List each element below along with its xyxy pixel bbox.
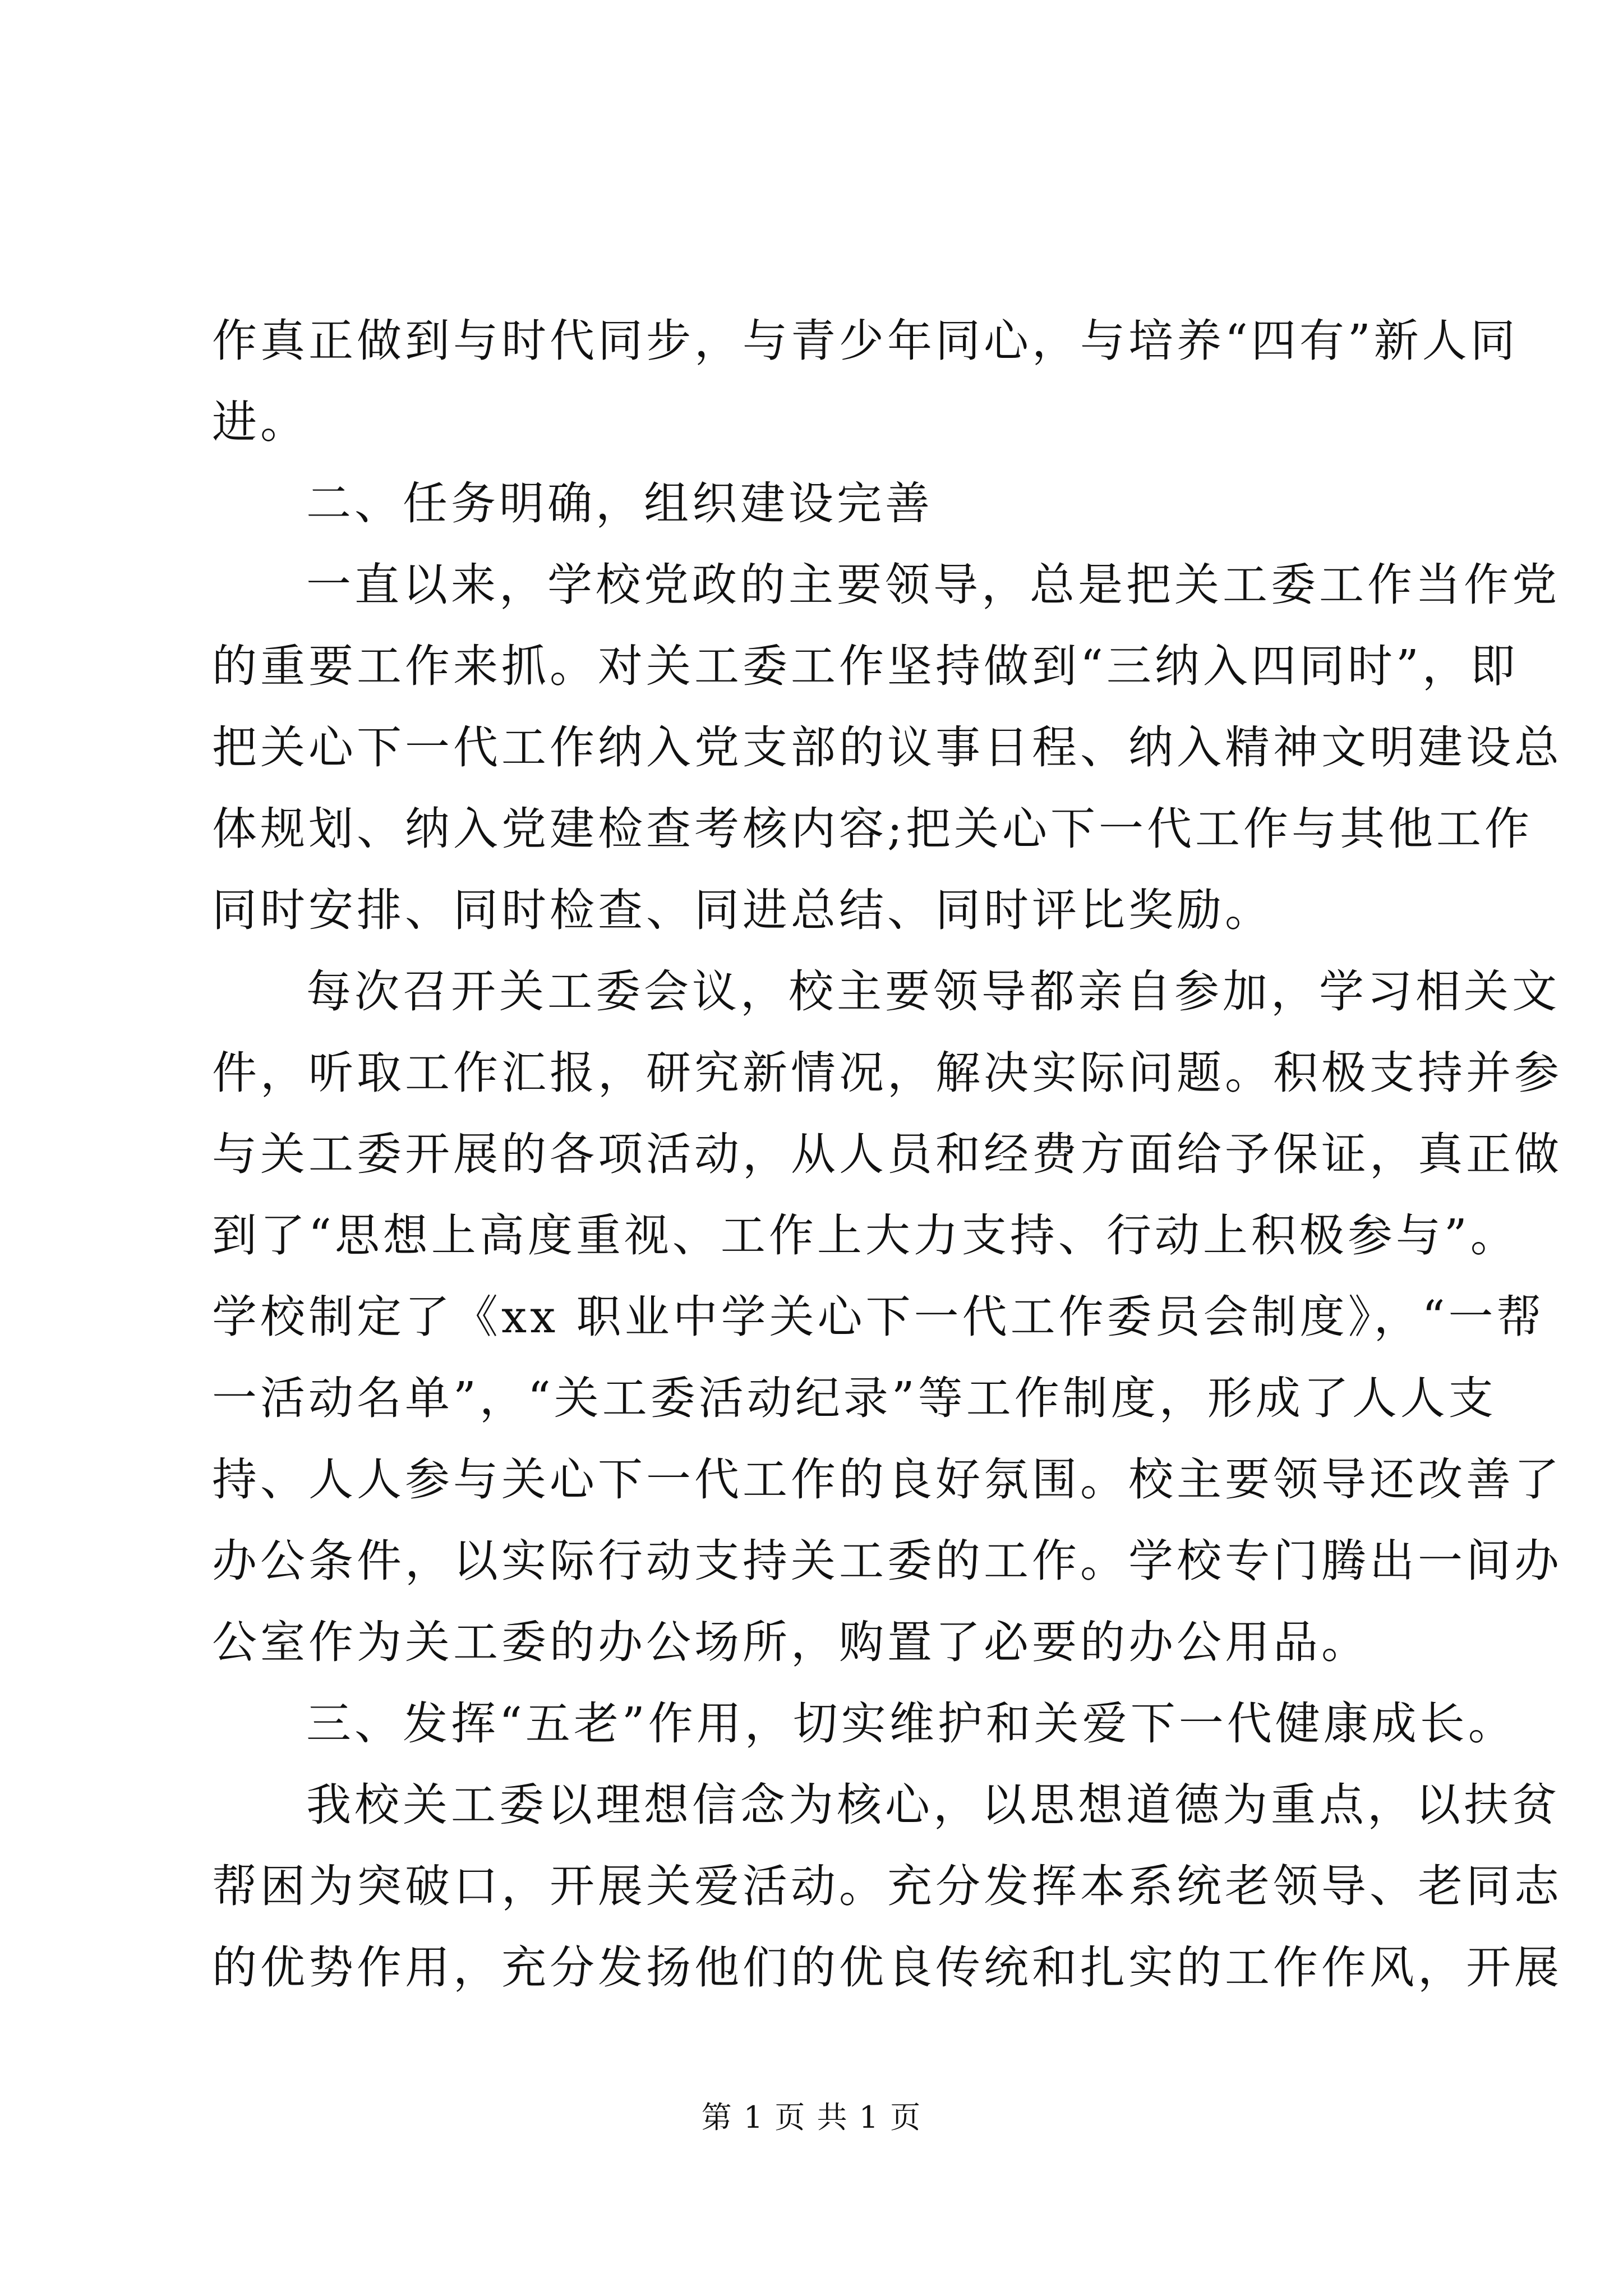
section-heading: 二、任务明确，组织建设完善 bbox=[306, 477, 933, 530]
page-footer: 第 1 页 共 1 页 bbox=[701, 2100, 922, 2135]
body-line: 同时安排、同时检查、同进总结、同时评比奖励。 bbox=[212, 884, 1273, 936]
body-line: 办公条件，以实际行动支持关工委的工作。学校专门腾出一间办 bbox=[212, 1535, 1562, 1587]
body-line: 作真正做到与时代同步，与青少年同心，与培养“四有”新人同 bbox=[212, 315, 1519, 367]
body-line: 每次召开关工委会议，校主要领导都亲自参加，学习相关文 bbox=[306, 965, 1560, 1018]
body-line: 一活动名单”，“关工委活动纪录”等工作制度，形成了人人支 bbox=[212, 1372, 1497, 1424]
body-line: 到了“思想上高度重视、工作上大力支持、行动上积极参与”。 bbox=[212, 1209, 1519, 1262]
body-line: 学校制定了《xx 职业中学关心下一代工作委员会制度》，“一帮 bbox=[212, 1291, 1545, 1343]
body-line: 的重要工作来抓。对关工委工作坚持做到“三纳入四同时”，即 bbox=[212, 640, 1519, 692]
body-line: 体规划、纳入党建检查考核内容;把关心下一代工作与其他工作 bbox=[212, 803, 1533, 855]
document-body bbox=[212, 300, 1562, 2008]
section-heading: 三、发挥“五老”作用，切实维护和关爱下一代健康成长。 bbox=[306, 1697, 1516, 1750]
body-line: 我校关工委以理想信念为核心，以思想道德为重点，以扶贫 bbox=[306, 1779, 1560, 1831]
body-line: 公室作为关工委的办公场所，购置了必要的办公用品。 bbox=[212, 1616, 1370, 1668]
body-line: 持、人人参与关心下一代工作的良好氛围。校主要领导还改善了 bbox=[212, 1453, 1562, 1506]
body-line: 的优势作用，充分发扬他们的优良传统和扎实的工作作风，开展 bbox=[212, 1941, 1562, 1994]
body-line: 一直以来，学校党政的主要领导，总是把关工委工作当作党 bbox=[306, 559, 1560, 611]
body-line: 进。 bbox=[212, 396, 308, 448]
body-line: 件，听取工作汇报，研究新情况，解决实际问题。积极支持并参 bbox=[212, 1047, 1562, 1099]
body-line: 帮困为突破口，开展关爱活动。充分发挥本系统老领导、老同志 bbox=[212, 1860, 1562, 1912]
body-line: 把关心下一代工作纳入党支部的议事日程、纳入精神文明建设总 bbox=[212, 721, 1562, 774]
body-line: 与关工委开展的各项活动，从人员和经费方面给予保证，真正做 bbox=[212, 1128, 1562, 1180]
